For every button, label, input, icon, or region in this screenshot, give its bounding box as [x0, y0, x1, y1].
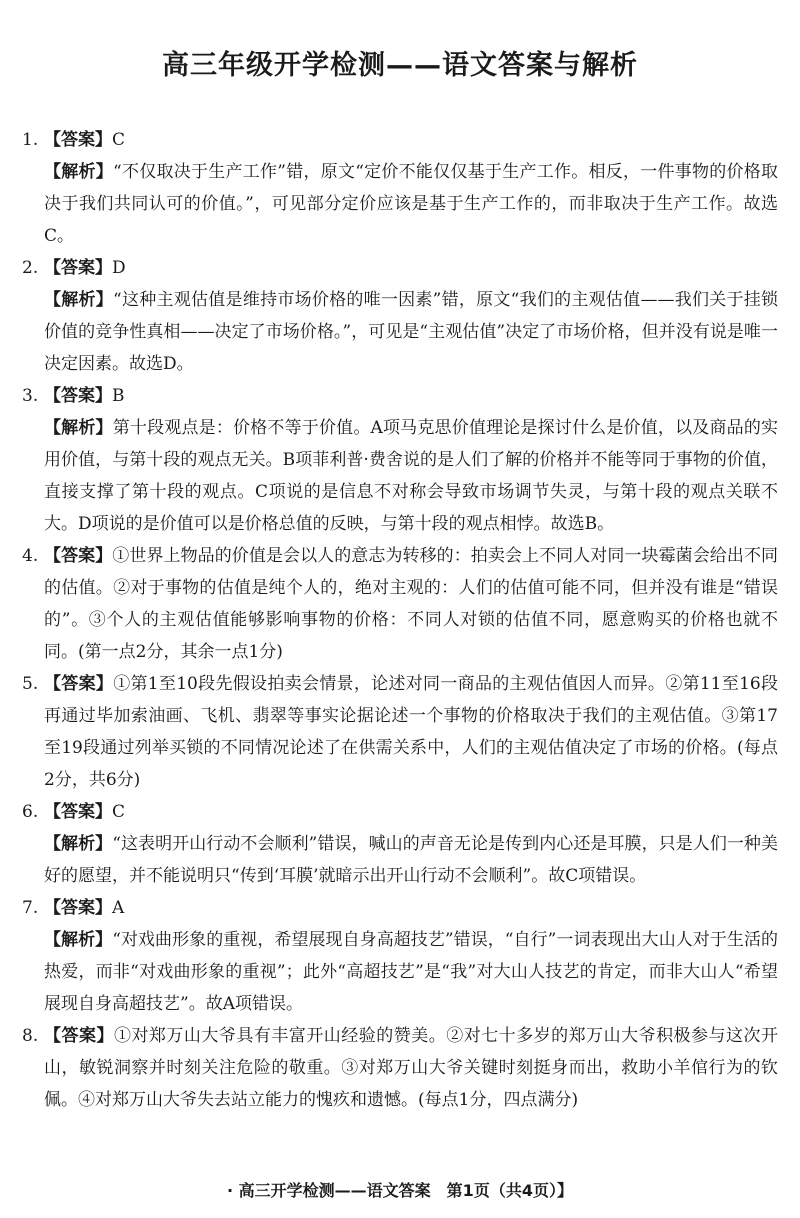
explanation-text: “对戏曲形象的重视，希望展现自身高超技艺”错误，“自行”一词表现出大山人对于生活的热爱，而非“对戏曲形象的重视”；此外“高超技艺”是“我”对大山人技艺的肯定，而非大山人“希望展现自身高超技艺”。故A项错误。 — [44, 930, 778, 1014]
answer-text: D — [112, 258, 126, 278]
question-number: 5. — [22, 674, 39, 694]
answer-tag: 【答案】 — [44, 546, 113, 566]
explain-tag: 【解析】 — [44, 834, 113, 854]
question-number: 1. — [22, 130, 39, 150]
answer-text: A — [112, 898, 125, 918]
question-5 — [22, 668, 778, 796]
answer-tag: 【答案】 — [44, 1026, 114, 1046]
page-footer: · 高三开学检测——语文答案 第1页（共4页）】 — [227, 1181, 573, 1200]
explanation-text: “不仅取决于生产工作”错，原文“定价不能仅仅基于生产工作。相反，一件事物的价格取决于我们共同认可的价值。”，可见部分定价应该是基于生产工作的，而非取决于生产工作。故选C。 — [44, 162, 779, 246]
explanation-text: 第十段观点是：价格不等于价值。A项马克思价值理论是探讨什么是价值，以及商品的实用价值，与第十段的观点无关。B项菲利普·费舍说的是人们了解的价格并不能等同于事物的价值，直接支撑了第十段的观点。C项说的是信息不对称会导致市场调节失灵，与第十段的观点关联不大。D项说的是价值可以是价格总值的反映，与第十段的观点相悖。故选B。 — [44, 418, 779, 534]
question-4 — [22, 540, 778, 668]
page-title: 高三年级开学检测——语文答案与解析 — [162, 50, 638, 81]
answer-tag: 【答案】 — [44, 898, 112, 918]
explanation-text: “这种主观估值是维持市场价格的唯一因素”错，原文“我们的主观估值——我们关于挂锁价值的竞争性真相——决定了市场价格。”，可见是“主观估值”决定了市场价格，但并没有说是唯一决定因素。故选D。 — [44, 290, 778, 374]
answer-tag: 【答案】 — [44, 258, 112, 278]
question-number: 7. — [22, 898, 39, 918]
question-1 — [22, 124, 778, 252]
answer-tag: 【答案】 — [44, 386, 112, 406]
answer-tag: 【答案】 — [44, 130, 112, 150]
explanation-text: “这表明开山行动不会顺利”错误，喊山的声音无论是传到内心还是耳膜，只是人们一种美好的愿望，并不能说明只“传到‘耳膜’就暗示出开山行动不会顺利”。故C项错误。 — [44, 834, 778, 886]
question-number: 8. — [22, 1026, 39, 1046]
question-number: 2. — [22, 258, 39, 278]
question-number: 6. — [22, 802, 39, 822]
question-2 — [22, 252, 778, 380]
answer-text: C — [112, 802, 126, 822]
question-list — [22, 124, 778, 1116]
explain-tag: 【解析】 — [44, 162, 114, 182]
answer-text: ①第1至10段先假设拍卖会情景，论述对同一商品的主观估值因人而异。②第11至16段再通过毕加索油画、飞机、翡翠等事实论据论述一个事物的价格取决于我们的主观估值。③第17至19段通过列举买锁的不同情况论述了在供需关系中，人们的主观估值决定了市场的价格。(每点2分，共6分) — [44, 674, 778, 790]
answer-text: C — [112, 130, 126, 150]
explain-tag: 【解析】 — [44, 930, 113, 950]
explain-tag: 【解析】 — [44, 290, 114, 310]
answer-text: ①对郑万山大爷具有丰富开山经验的赞美。②对七十多岁的郑万山大爷积极参与这次开山，敏锐洞察并时刻关注危险的敬重。③对郑万山大爷关键时刻挺身而出，救助小羊倌行为的钦佩。④对郑万山大爷失去站立能力的愧疚和遗憾。(每点1分，四点满分) — [44, 1026, 779, 1110]
question-7 — [22, 892, 778, 1020]
question-8 — [22, 1020, 778, 1116]
question-6 — [22, 796, 778, 892]
question-3 — [22, 380, 778, 540]
answer-tag: 【答案】 — [44, 674, 114, 694]
question-number: 3. — [22, 386, 39, 406]
answer-text: ①世界上物品的价值是会以人的意志为转移的：拍卖会上不同人对同一块霉菌会给出不同的估值。②对于事物的估值是纯个人的，绝对主观的：人们的估值可能不同，但并没有谁是“错误的”。③个人的主观估值能够影响事物的价格：不同人对锁的估值不同，愿意购买的价格也就不同。(第一点2分，其余一点1分) — [44, 546, 779, 662]
question-number: 4. — [22, 546, 39, 566]
explain-tag: 【解析】 — [44, 418, 113, 438]
answer-tag: 【答案】 — [44, 802, 112, 822]
answer-text: B — [112, 386, 125, 406]
